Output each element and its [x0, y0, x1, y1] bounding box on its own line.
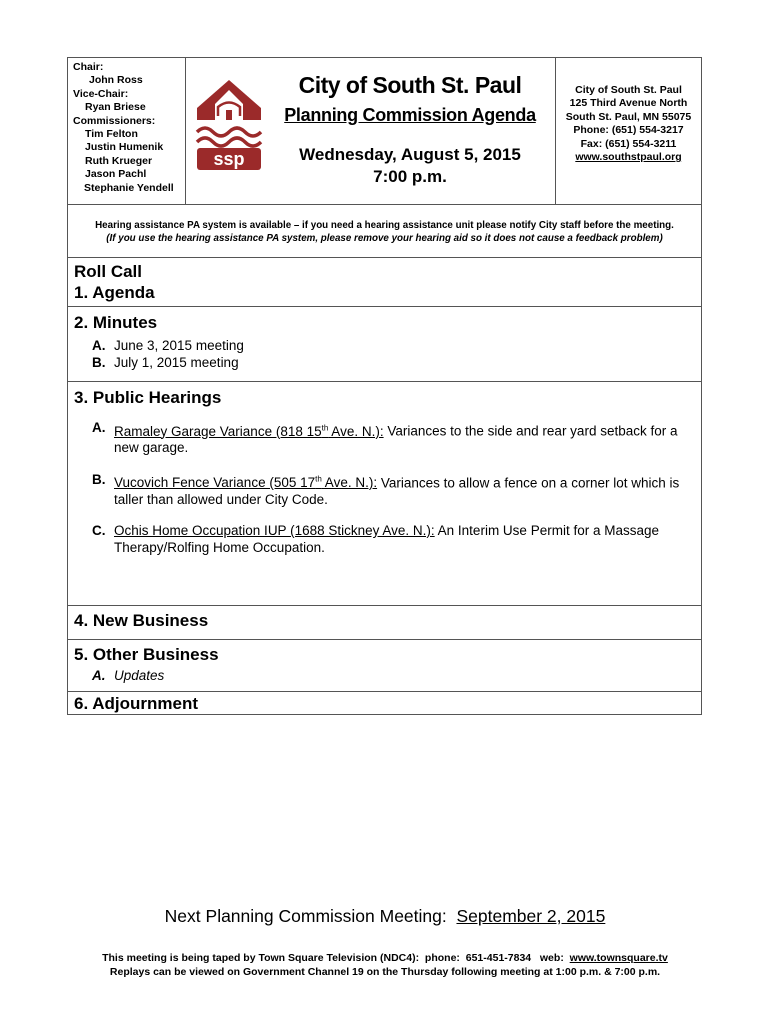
commissioners-label: Commissioners: [73, 114, 156, 127]
commissioner-name: Jason Pachl [85, 168, 147, 181]
notice-line: Hearing assistance PA system is available – if you need a hearing assistance unit please notify City staff before the meeting. [95, 220, 674, 231]
section-public-hearings [68, 382, 701, 606]
next-meeting [0, 906, 770, 927]
contact-phone: Phone: (651) 554-3217 [573, 124, 684, 137]
city-logo-icon [193, 76, 265, 172]
item-letter: B. [92, 354, 106, 370]
townsquare-link[interactable]: www.townsquare.tv [569, 952, 668, 964]
item-link-sup: th [321, 423, 329, 432]
public-hearings-title: 3. Public Hearings [74, 388, 222, 407]
agenda-item-title: 1. Agenda [74, 283, 155, 302]
agenda-frame [67, 57, 702, 715]
item-link-post: Ave. N.): [328, 423, 384, 439]
website-link[interactable]: www.southstpaul.org [575, 151, 682, 164]
item-text [114, 420, 694, 457]
next-meeting-label: Next Planning Commission Meeting: [164, 906, 457, 926]
item-link: Ochis Home Occupation IUP (1688 Stickney Ave. N.): [114, 523, 435, 538]
item-text: Updates [114, 668, 165, 683]
item-link-pre: Ramaley Garage Variance (818 15 [114, 423, 322, 439]
item-link-post: Ave. N.): [321, 475, 378, 490]
footer-text: This meeting is being taped by Town Square Television (NDC4): phone: 651-451-7834 web: [102, 952, 570, 964]
title-block [186, 58, 701, 204]
footer-line-2: Replays can be viewed on Government Channel 19 on the Thursday following meeting at 1:00 p.m. & 7:00 p.m. [109, 966, 661, 978]
item-letter: B. [92, 471, 106, 487]
item-desc: Variances to allow a fence on a corner lot which is taller than allowed under City Code. [114, 475, 680, 507]
agenda-title: Planning Commission Agenda [284, 105, 536, 125]
minutes-title: 2. Minutes [74, 313, 158, 332]
section-minutes [68, 307, 701, 382]
header [68, 58, 701, 205]
item-text: June 3, 2015 meeting [114, 338, 244, 353]
item-letter: A. [92, 338, 106, 353]
item-letter: A. [92, 420, 106, 435]
list-item [74, 523, 701, 556]
section-adjournment [68, 692, 701, 714]
footer-line-1 [0, 951, 770, 965]
list-item [74, 472, 701, 509]
hearing-assistance-notice [68, 205, 701, 258]
list-item [74, 420, 701, 457]
next-meeting-date: September 2, 2015 [456, 906, 606, 926]
item-link [114, 475, 377, 490]
commissioner-name: Stephanie Yendell [84, 181, 174, 194]
section-other-business [68, 640, 701, 692]
contact-block [555, 58, 701, 204]
list-item [74, 355, 701, 372]
svg-text:ssp: ssp [213, 149, 245, 169]
item-letter: A. [92, 668, 106, 683]
commissioner-name: Tim Felton [85, 128, 138, 141]
item-text [114, 472, 694, 509]
item-link-pre: Vucovich Fence Variance (505 17 [114, 475, 316, 490]
footer [0, 951, 770, 979]
chair-name: John Ross [89, 74, 143, 87]
meeting-date: Wednesday, August 5, 2015 [299, 145, 521, 164]
commissioner-name: Justin Humenik [85, 141, 164, 154]
item-link [114, 424, 384, 439]
contact-fax: Fax: (651) 554-3211 [580, 137, 677, 150]
other-business-title: 5. Other Business [74, 645, 219, 664]
commissioner-name: Ruth Krueger [85, 154, 153, 167]
list-item [74, 668, 701, 685]
contact-address2: South St. Paul, MN 55075 [565, 110, 692, 123]
vice-chair-name: Ryan Briese [85, 101, 146, 114]
notice-line-italic: (If you use the hearing assistance PA system, please remove your hearing aid so it does not cause a feedback problem) [106, 233, 663, 244]
item-link-sup: th [315, 474, 322, 484]
item-desc: An Interim Use Permit for a Massage Therapy/Rolfing Home Occupation. [114, 523, 659, 555]
meeting-time: 7:00 p.m. [373, 167, 447, 186]
vice-chair-label: Vice-Chair: [73, 87, 129, 100]
roll-call-title: Roll Call [74, 262, 143, 281]
city-title: City of South St. Paul [298, 72, 522, 98]
officials-list [68, 58, 186, 204]
adjournment-title: 6. Adjournment [74, 694, 199, 713]
section-new-business [68, 606, 701, 640]
item-text [114, 523, 694, 556]
new-business-title: 4. New Business [74, 611, 209, 630]
chair-label: Chair: [73, 61, 104, 73]
contact-address1: 125 Third Avenue North [569, 97, 688, 110]
titles [274, 70, 546, 188]
contact-name: City of South St. Paul [575, 84, 682, 96]
item-letter: C. [92, 523, 106, 538]
list-item [74, 338, 701, 355]
item-desc: Variances to the side and rear yard setback for a new garage. [114, 423, 678, 455]
section-roll-call [68, 258, 701, 307]
item-text: July 1, 2015 meeting [114, 354, 239, 370]
